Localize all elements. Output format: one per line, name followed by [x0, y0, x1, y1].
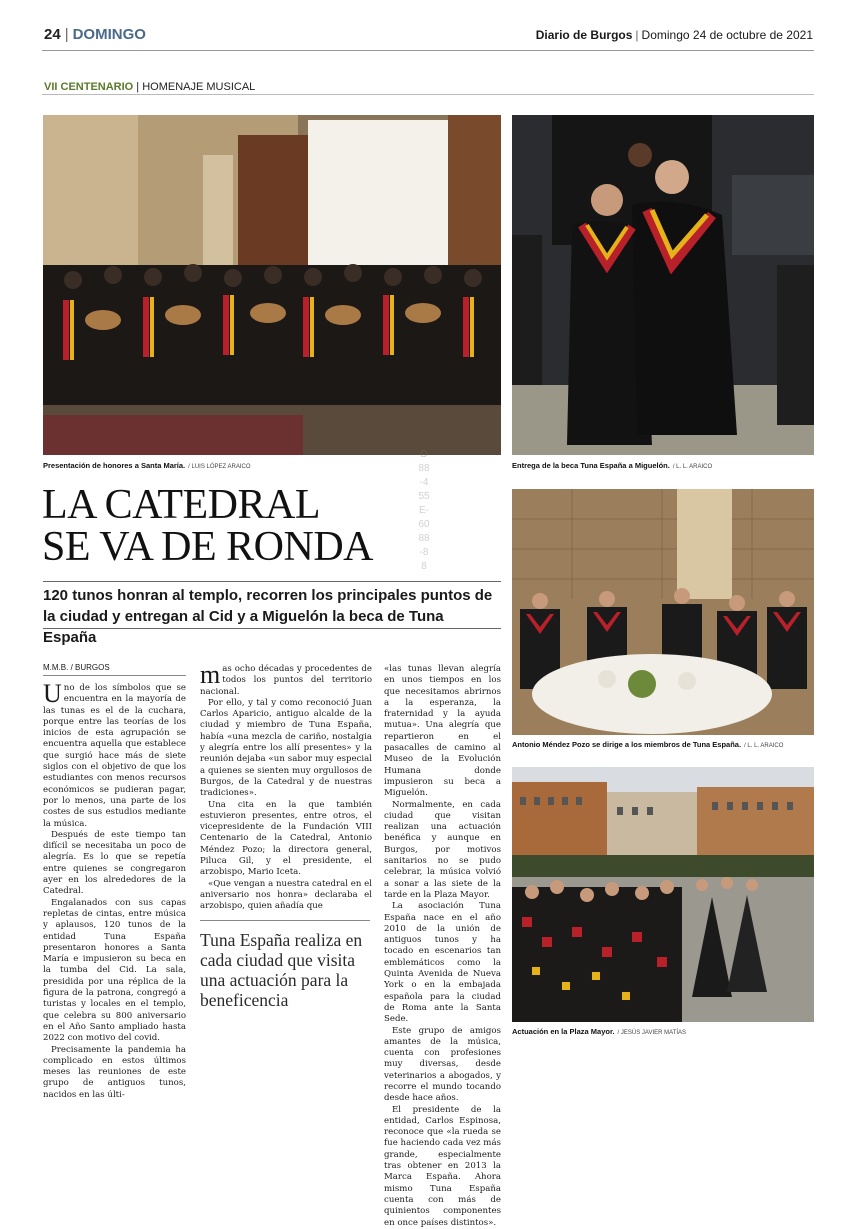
photo-cathedral-choir	[43, 115, 501, 455]
caption-text: Actuación en la Plaza Mayor.	[512, 1027, 615, 1036]
pullquote-rule	[200, 920, 370, 921]
paragraph: Por ello, y tal y como reconoció Juan Carlos Aparicio, antiguo alcalde de la ciudad y miembro de Tuna España, había «una mezcla de cariño, nostalgia y alegría entre los allí presentes» y la reunión dejaba «un sabor muy especial a quienes se sienten muy orgullosos de Burgos, de la Catedral y de nuestras tradiciones».	[200, 697, 372, 799]
article-headline	[42, 484, 373, 568]
paragraph: Engalanados con sus capas repletas de cintas, entre música y aplausos, 120 tunos de la entidad Tuna España presentaron honores a Santa María e impusieron su beca en la tumba del Cid. La sala, presidida por una réplica de la figura de la patrona, congregó a turistas y locales en el templo, que celebra su 800 aniversario en el Año Santo ampliado hasta 2022 con motivo del covid.	[43, 897, 186, 1044]
headline-line: LA CATEDRAL	[42, 482, 320, 528]
page-header-left	[44, 26, 146, 43]
paragraph: mas ocho décadas y procedentes de todos los puntos del territorio nacional.	[200, 660, 372, 697]
paragraph: Uno de los símbolos que se encuentra en la mayoría de las tunas es el de la cuchara, porque entre las teorías de los inicios de esta agrupación se encuentra aquella que establece que surgió hace más de siete siglos con el objetivo de que los estudiantes con menos recursos económicos se pudieran pagar, por lo menos, una parte de los costes de sus estudios mediante la música.	[43, 679, 186, 829]
paragraph: «las tunas llevan alegría en unos tiempos en los que necesitamos abrirnos a la esperanza, la fraternidad y la ayuda mutua». Una alegría que repartieron en el pasacalles de camino al Museo de la Evolución Humana donde impusieron su beca a Miguelón.	[384, 664, 501, 799]
header-separator: |	[64, 26, 69, 43]
caption-text: Presentación de honores a Santa María.	[43, 461, 186, 470]
credit-text: L. L. ARAICO	[676, 464, 713, 470]
section-subsection: HOMENAJE MUSICAL	[142, 81, 256, 93]
article-column-2	[200, 660, 372, 913]
location: BURGOS	[75, 663, 110, 672]
paragraph: Después de este tiempo tan difícil se necesitaba un poco de alegría. Es lo que se repetía entre quienes se congregaron ayer en los alrededores de la Catedral.	[43, 829, 186, 897]
article-byline: M.M.B. / BURGOS	[43, 663, 110, 672]
photo-cathedral-choir-image	[43, 115, 501, 455]
page-number: 24	[44, 26, 61, 43]
credit-text: JESÚS JAVIER MATÍAS	[620, 1030, 687, 1036]
deck-rule-bottom	[43, 628, 501, 629]
photo-banquet	[512, 489, 814, 735]
photo-miguelon	[512, 115, 814, 455]
photo-credit: / LUIS LÓPEZ ARAICO	[188, 464, 251, 470]
photo-miguelon-image	[512, 115, 814, 455]
byline-rule	[43, 675, 186, 676]
paragraph: «Que vengan a nuestra catedral en el aniversario nos honra» declaraba el arzobispo, quien añadía que	[200, 878, 372, 912]
credit-text: L. L. ARAICO	[747, 743, 784, 749]
photo-banquet-image	[512, 489, 814, 735]
paragraph: La asociación Tuna España nace en el año 2010 de la unión de antiguos tunos y ha tocado en escenarios tan emblemáticos como la Quinta Avenida de Nueva York o en la embajada española para la ciudad de Roma ante la Santa Sede.	[384, 901, 501, 1025]
header-rule	[42, 50, 814, 51]
header-separator: |	[136, 81, 140, 93]
headline-line: SE VA DE RONDA	[42, 524, 374, 570]
paragraph: Este grupo de amigos amantes de la música, cuenta con profesiones muy diversas, desde veterinarios a abogados, y recorre el mundo tocando desde hace años.	[384, 1025, 501, 1104]
page-header-right	[536, 28, 813, 42]
photo-plaza-mayor-image	[512, 767, 814, 1022]
paragraph: Una cita en la que también estuvieron presentes, entre otros, el vicepresidente de la Fundación VIII Centenario de la Catedral, Antonio Méndez Pozo; la directora general, Piluca Gil, y el presidente, el arzobispo, Mario Iceta.	[200, 799, 372, 878]
newspaper-name: Diario de Burgos	[535, 28, 633, 42]
pull-quote: Tuna España realiza en cada ciudad que visita una actuación para la beneficencia	[200, 930, 363, 1010]
photo-caption	[43, 461, 251, 470]
issue-date: Domingo 24 de octubre de 2021	[641, 28, 813, 42]
article-column-1	[43, 679, 186, 1101]
paragraph: Precisamente la pandemia ha complicado en estos últimos meses las reuniones de este grupo de antiguos tunos, nacidos en las últi-	[43, 1044, 186, 1100]
author: M.M.B.	[43, 663, 69, 672]
paragraph: Normalmente, en cada ciudad que visitan realizan una actuación benéfica y aunque en Burgos, por motivos sanitarios no se pudo celebrar, la música volvió a sonar a las siete de la tarde en la Plaza Mayor.	[384, 799, 501, 900]
vertical-watermark: D88-455E-6088-88	[418, 449, 430, 572]
article-column-3	[384, 664, 501, 1229]
photo-credit: / L. L. ARAICO	[744, 743, 784, 749]
paragraph: El presidente de la entidad, Carlos Espinosa, reconoce que «la rueda se fue haciendo cada vez más grande, especialmente tras obtener en 2013 la Marca España. Ahora mismo Tuna España cuenta con más de quinientos componentes en once países distintos».	[384, 1104, 501, 1228]
caption-text: Entrega de la beca Tuna España a Miguelón.	[512, 461, 670, 470]
photo-credit: / JESÚS JAVIER MATÍAS	[617, 1030, 687, 1036]
photo-credit: / L. L. ARAICO	[672, 464, 713, 470]
caption-text: Antonio Méndez Pozo se dirige a los miembros de Tuna España.	[512, 740, 742, 749]
section-label	[44, 81, 255, 93]
article-deck: 120 tunos honran al templo, recorren los principales puntos de la ciudad y entregan al Cid y a Miguelón la beca de Tuna España	[43, 587, 493, 646]
photo-caption	[512, 740, 783, 749]
header-separator: |	[635, 28, 639, 42]
deck-rule-top	[43, 581, 501, 582]
photo-caption	[512, 461, 712, 470]
credit-text: LUIS LÓPEZ ARAICO	[191, 464, 251, 470]
section-rule	[42, 94, 814, 95]
section-name: DOMINGO	[72, 26, 146, 43]
photo-plaza-mayor	[512, 767, 814, 1022]
section-kicker: VII CENTENARIO	[44, 81, 134, 93]
photo-caption	[512, 1027, 686, 1036]
